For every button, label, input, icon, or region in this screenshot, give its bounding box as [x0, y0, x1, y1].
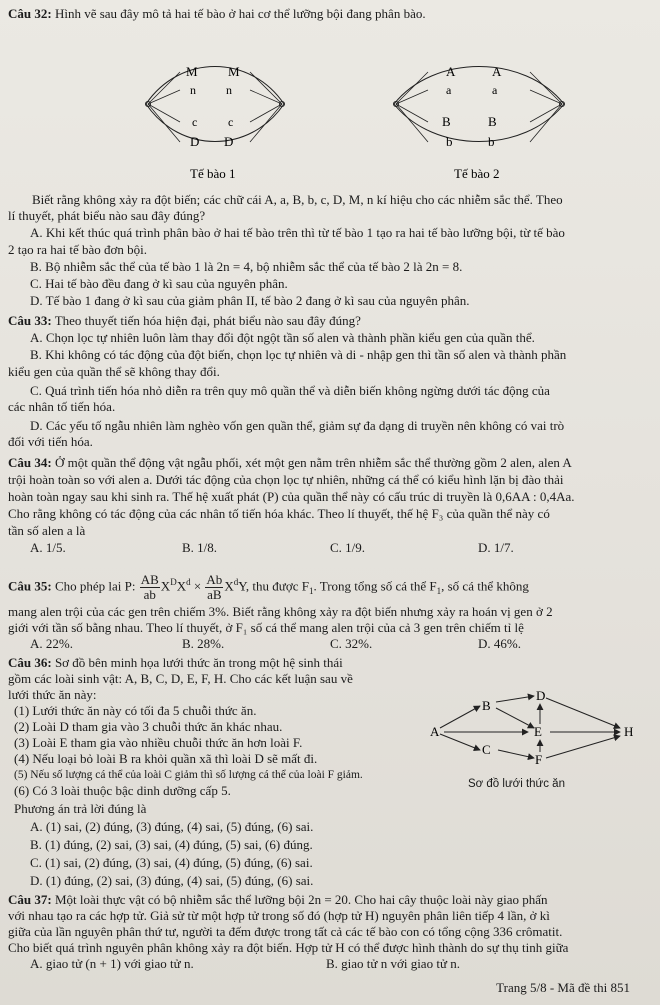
edge-c-f [498, 750, 534, 758]
q33-option-b-line-2: kiểu gen của quần thể sẽ không thay đổi. [8, 364, 220, 379]
q35-times: × [190, 578, 205, 594]
q35-fraction-1 [140, 573, 160, 602]
q35-x1: X [160, 578, 171, 594]
q34-text-1: Ở một quần thể động vật ngẫu phối, xét một gen nằm trên nhiễm sắc thể thường gồm 2 alen, alen A [54, 455, 572, 470]
page-footer: Trang 5/8 - Mã đề thi 851 [496, 980, 630, 995]
q36-ask: Phương án trả lời đúng là [14, 801, 147, 816]
edge-b-d [496, 696, 534, 702]
q36-text-1: Sơ đồ bên minh họa lưới thức ăn trong một hệ sinh thái [54, 655, 343, 670]
q35-x1-sup: D [170, 577, 177, 587]
cell-1-diagram [120, 52, 310, 192]
q35-x2: X [176, 578, 187, 594]
node-a: A [430, 724, 440, 739]
node-e: E [534, 724, 542, 739]
q37-line-1 [8, 892, 548, 908]
cell1-chrom-left-3: c [192, 115, 198, 129]
node-b: B [482, 698, 491, 713]
q32-lead-line-1: Biết rằng không xảy ra đột biến; các chữ cái A, a, B, b, c, D, M, n kí hiệu cho các nhiễm sắc thể. Theo [32, 192, 563, 207]
q37-option-b: B. giao tử n với giao tử n. [326, 956, 460, 971]
cell1-chrom-right-1: M [228, 64, 240, 79]
cell1-chrom-left-2: n [190, 83, 196, 97]
q34-option-b: B. 1/8. [182, 540, 218, 555]
q36-statement-1: (1) Lưới thức ăn này có tối đa 5 chuỗi thức ăn. [14, 703, 257, 718]
q35-y-sub: 1 [308, 585, 314, 596]
q36-option-c: C. (1) sai, (2) đúng, (3) sai, (4) đúng, (5) đúng, (6) sai. [30, 855, 313, 870]
cell1-label: Tế bào 1 [190, 166, 236, 181]
food-web-diagram [424, 684, 650, 790]
q33-option-c-line-1: C. Quá trình tiến hóa nhỏ diễn ra trên quy mô quần thể và diễn biến không ngừng dưới tác động của [30, 383, 550, 398]
q37-text-1: Một loài thực vật có bộ nhiễm sắc thể lưỡng bội 2n = 20. Cho hai cây thuộc loài này giao phấn [54, 892, 548, 907]
q32-option-a-line-2: 2 tạo ra hai tế bào đơn bội. [8, 242, 148, 257]
q35-fraction-2 [205, 573, 223, 602]
q34-line-5: tần số alen a là [8, 523, 86, 538]
q34-line-2: trội hoàn toàn so với alen a. Dưới tác động của chọn lọc tự nhiên, những cá thể có kiểu hình lặn bị đào thải [8, 472, 564, 487]
cell2-chrom-right-3: B [488, 114, 497, 129]
q35-line-3: giới với tần số bằng nhau. Theo lí thuyết, ở F₁ số cá thể mang alen trội của cả 3 gen trên chiếm tỉ lệ [8, 620, 524, 635]
q36-line-3: lưới thức ăn này: [8, 687, 97, 702]
q33-option-a: A. Chọn lọc tự nhiên luôn làm thay đổi đột ngột tần số alen và thành phần kiểu gen của quần thể. [30, 330, 535, 345]
q36-statement-3: (3) Loài E tham gia vào nhiều chuỗi thức ăn hơn loài F. [14, 735, 303, 750]
q36-option-d: D. (1) đúng, (2) sai, (3) đúng, (4) sai, (5) đúng, (6) sai. [30, 873, 314, 888]
cell2-chrom-right-1: A [492, 64, 502, 79]
q35-post-2: , số cá thể không [441, 578, 529, 594]
q32-lead-line-2: lí thuyết, phát biểu nào sau đây đúng? [8, 208, 206, 223]
q32-title: Câu 32: [8, 6, 52, 21]
edge-a-b [440, 706, 480, 728]
q36-statement-6: (6) Có 3 loài thuộc bậc dinh dưỡng cấp 5. [14, 783, 231, 798]
q32-header [8, 6, 426, 22]
q35-post-sub: 1 [436, 585, 442, 596]
q35-y: Y, thu được F [238, 578, 309, 594]
q36-statement-5: (5) Nếu số lượng cá thể của loài C giảm thì số lượng cá thể của loài F giảm. [14, 769, 363, 781]
q35-option-d: D. 46%. [478, 636, 521, 651]
q37-option-a: A. giao tử (n + 1) với giao tử n. [30, 956, 194, 971]
cell1-chrom-left-4: D [190, 134, 200, 149]
q34-line-4: Cho rằng không có tác động của các nhân tố tiến hóa khác. Theo lí thuyết, thế hệ F₃ của quần thể này có [8, 506, 550, 521]
q35-fraction-1-denominator: ab [143, 586, 156, 602]
q34-line-3: hoàn toàn ngay sau khi sinh ra. Thế hệ xuất phát (P) của quần thể này có cấu trúc di truyền là 0,6AA : 0,4Aa. [8, 489, 575, 504]
q32-option-d: D. Tế bào 1 đang ở kì sau của giảm phân II, tế bào 2 đang ở kì sau của nguyên phân. [30, 293, 470, 308]
node-f: F [535, 752, 543, 767]
q36-statement-2: (2) Loài D tham gia vào 3 chuỗi thức ăn khác nhau. [14, 719, 283, 734]
q34-title: Câu 34: [8, 455, 52, 470]
q36-option-a: A. (1) sai, (2) đúng, (3) đúng, (4) sai, (5) đúng, (6) sai. [30, 819, 314, 834]
edge-f-h [546, 736, 620, 758]
q33-title: Câu 33: [8, 313, 52, 328]
cell-2-diagram [384, 52, 574, 192]
q36-line-1 [8, 655, 343, 671]
q32-text: Hình vẽ sau đây mô tả hai tế bào ở hai cơ thể lưỡng bội đang phân bào. [54, 6, 426, 21]
cell1-chrom-left-1: M [186, 64, 198, 79]
cell1-chrom-right-3: c [228, 115, 234, 129]
q37-line-2: với nhau tạo ra các hợp tử. Giả sử từ một hợp tử trong số đó (hợp tử H) nguyên phân liên tiếp 4 lần, ở kì [8, 908, 550, 923]
q36-line-2: gồm các loài sinh vật: A, B, C, D, E, F, H. Cho các kết luận sau về [8, 671, 353, 686]
q35-option-b: B. 28%. [182, 636, 225, 651]
q35-pre: Cho phép lai P: [54, 578, 136, 594]
food-web-caption: Sơ đồ lưới thức ăn [468, 778, 565, 790]
cell2-chrom-left-2: a [446, 83, 452, 97]
cell1-chrom-right-4: D [224, 134, 234, 149]
q33-option-c-line-2: các nhân tố tiến hóa. [8, 399, 116, 414]
q33-option-d-line-1: D. Các yếu tố ngẫu nhiên làm nghèo vốn gen quần thể, giảm sự đa dạng di truyền nên không có vai trò [30, 418, 565, 433]
node-c: C [482, 742, 491, 757]
q33-text: Theo thuyết tiến hóa hiện đại, phát biểu nào sau đây đúng? [54, 313, 361, 328]
q35-fraction-1-numerator: AB [140, 571, 159, 587]
q37-title: Câu 37: [8, 892, 52, 907]
cell2-label: Tế bào 2 [454, 166, 500, 181]
edge-a-c [440, 734, 480, 750]
q33-option-d-line-2: đối với tiến hóa. [8, 434, 93, 449]
q35-line-1 [8, 566, 529, 602]
q35-x2-sup: d [186, 577, 191, 587]
q34-option-c: C. 1/9. [330, 540, 366, 555]
node-d: D [536, 688, 546, 703]
q35-fraction-2-denominator: aB [207, 586, 222, 602]
cell1-chrom-right-2: n [226, 83, 232, 97]
q33-header [8, 313, 361, 329]
cell2-chrom-left-4: b [446, 134, 453, 149]
q34-option-a: A. 1/5. [30, 540, 66, 555]
q33-option-b-line-1: B. Khi không có tác động của đột biến, chọn lọc tự nhiên và di - nhập gen thì tần số alen và thành phần [30, 347, 567, 362]
cell2-chrom-left-1: A [446, 64, 456, 79]
edge-b-e [496, 708, 534, 728]
q36-title: Câu 36: [8, 655, 52, 670]
edge-d-h [546, 698, 620, 728]
q36-statement-4: (4) Nếu loại bỏ loài B ra khỏi quần xã thì loài D sẽ mất đi. [14, 751, 318, 766]
q35-option-a: A. 22%. [30, 636, 73, 651]
q36-option-b: B. (1) đúng, (2) sai, (3) sai, (4) đúng, (5) sai, (6) đúng. [30, 837, 313, 852]
q35-x3-sup: d [233, 577, 239, 587]
q35-line-2: mang alen trội của các gen trên chiếm 3%. Biết rằng không xảy ra đột biến nhưng xảy ra hoán vị gen ở 2 [8, 604, 553, 619]
node-h: H [624, 724, 634, 739]
q37-line-4: Cho biết quá trình nguyên phân không xảy ra đột biến. Hợp tử H có thể được hình thành do sự thụ tinh giữa [8, 940, 569, 955]
q35-post: . Trong tổng số cá thể F [313, 578, 437, 594]
q35-fraction-2-numerator: Ab [206, 571, 223, 587]
q37-line-3: giữa của lần nguyên phân thứ tư, người ta đếm được trong tất cả các tế bào con có tổng cộng 336 crômatit. [8, 924, 563, 939]
q32-option-b: B. Bộ nhiễm sắc thể của tế bào 1 là 2n = 4, bộ nhiễm sắc thể của tế bào 2 là 2n = 8. [30, 259, 463, 274]
q35-title: Câu 35: [8, 578, 52, 594]
cell2-chrom-right-2: a [492, 83, 498, 97]
cell2-chrom-left-3: B [442, 114, 451, 129]
q35-option-c: C. 32%. [330, 636, 373, 651]
q35-x3: X [224, 578, 234, 594]
cell2-chrom-right-4: b [488, 134, 495, 149]
q32-option-a-line-1: A. Khi kết thúc quá trình phân bào ở hai tế bào trên thì từ tế bào 1 tạo ra hai tế bào lưỡng bội, từ tế bào [30, 225, 565, 240]
q34-option-d: D. 1/7. [478, 540, 514, 555]
q32-option-c: C. Hai tế bào đều đang ở kì sau của nguyên phân. [30, 276, 288, 291]
q34-line-1 [8, 455, 572, 471]
